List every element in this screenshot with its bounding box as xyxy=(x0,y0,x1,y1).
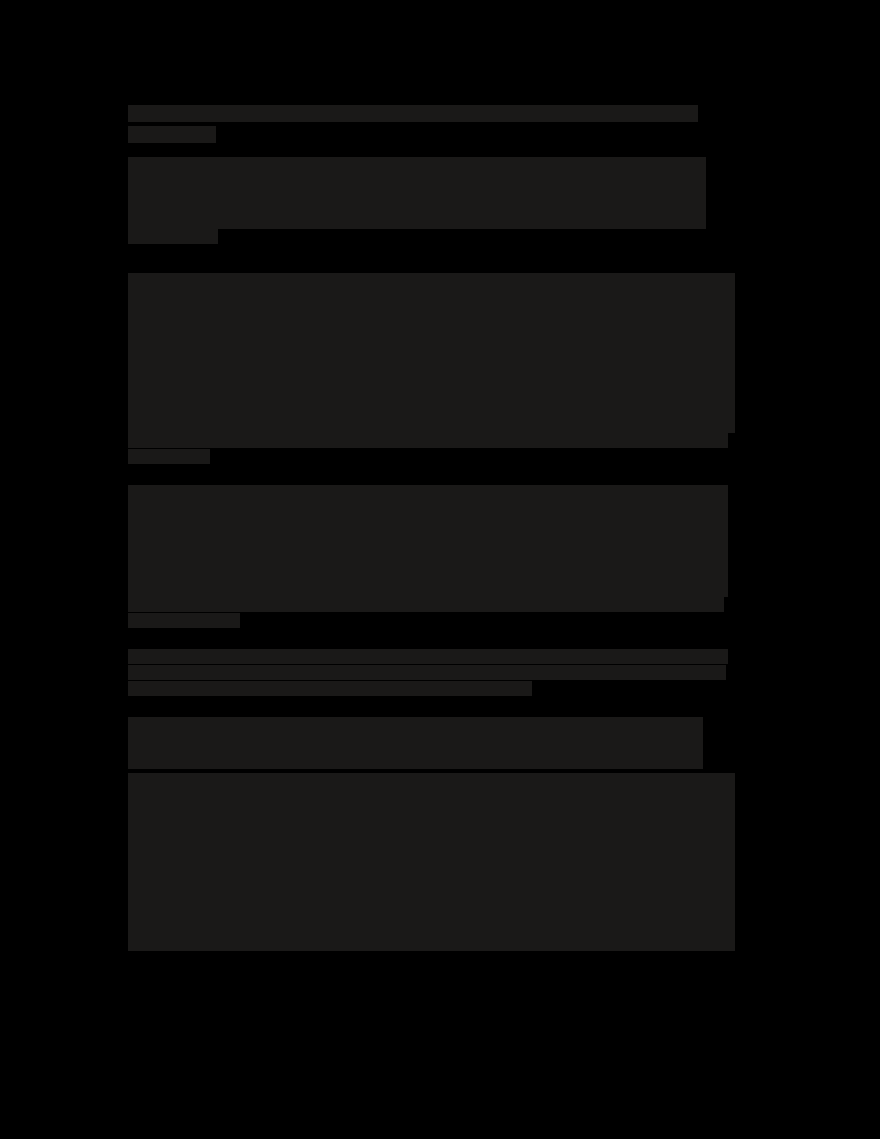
block-spacer xyxy=(128,147,740,157)
paragraph-3 xyxy=(128,485,740,628)
paragraph-4 xyxy=(128,649,740,696)
paragraph-2 xyxy=(128,273,740,464)
text-line xyxy=(128,229,218,244)
text-line xyxy=(128,126,216,143)
document-body xyxy=(128,105,740,951)
text-line xyxy=(128,433,728,448)
text-mass xyxy=(128,773,735,951)
text-line xyxy=(128,681,532,696)
block-spacer xyxy=(128,631,740,649)
text-mass xyxy=(128,157,706,229)
paragraph-1 xyxy=(128,157,740,244)
block-spacer xyxy=(128,247,740,273)
text-line xyxy=(128,613,240,628)
text-line xyxy=(128,105,698,122)
text-line xyxy=(128,649,728,664)
block-spacer xyxy=(128,699,740,717)
text-mass xyxy=(128,485,728,597)
text-mass xyxy=(128,273,735,433)
block-spacer xyxy=(128,467,740,485)
paragraph-5 xyxy=(128,717,740,951)
text-line xyxy=(128,449,210,464)
text-line xyxy=(128,665,726,680)
text-line xyxy=(128,597,724,612)
text-mass xyxy=(128,717,703,769)
document-heading xyxy=(128,105,740,143)
